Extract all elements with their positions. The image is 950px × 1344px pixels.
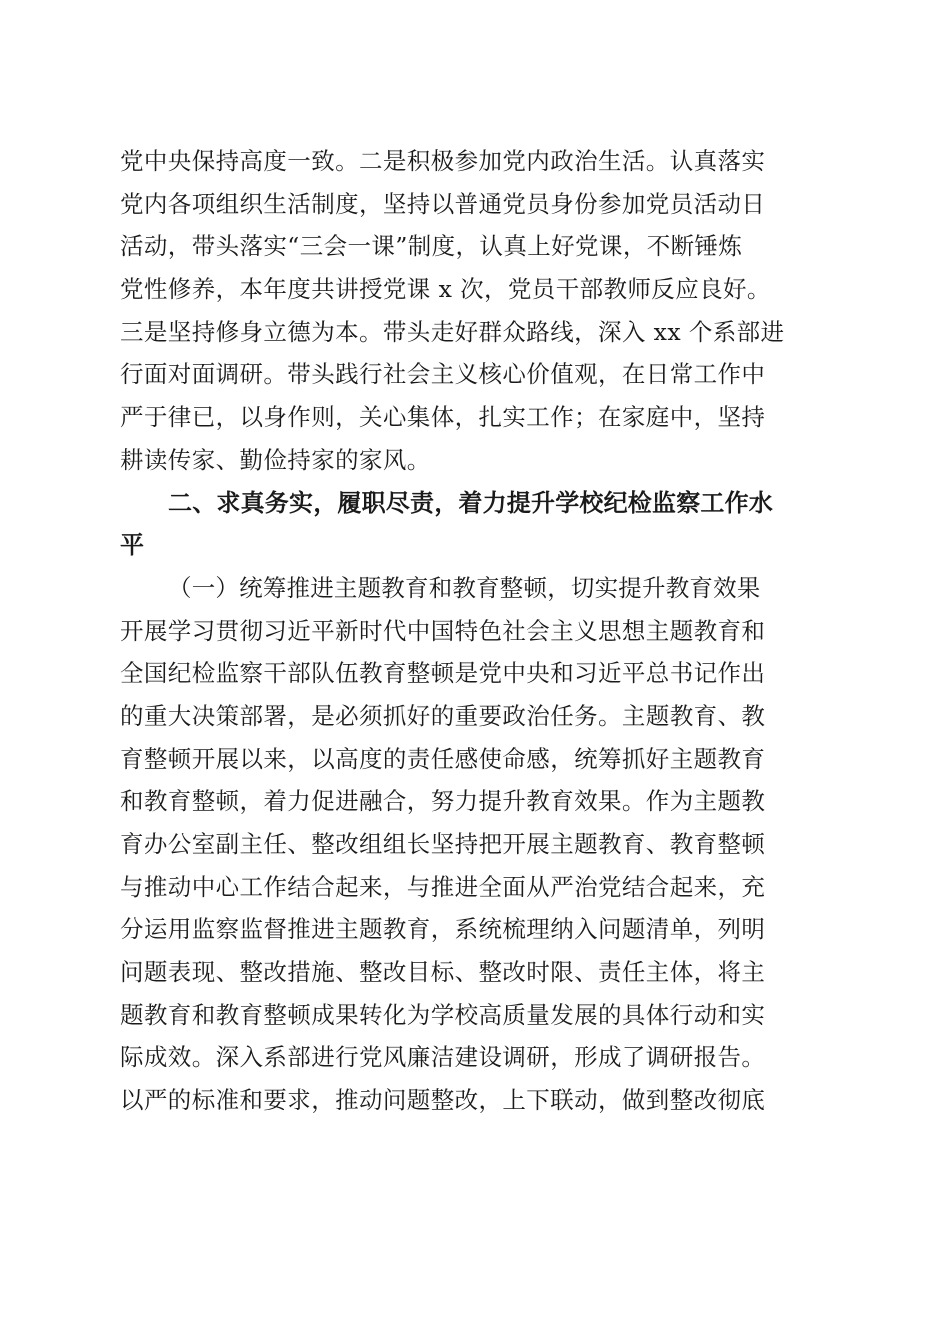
text-line: 党中央保持高度一致。二是积极参加党内政治生活。认真落实 (120, 147, 766, 175)
text-line: 行面对面调研。带头践行社会主义核心价值观，在日常工作中 (120, 360, 766, 389)
text-line: 耕读传家、勤俭持家的家风。 (120, 445, 431, 474)
text-line: 严于律已，以身作则，关心集体，扎实工作；在家庭中，坚持 (120, 403, 766, 432)
paragraph-party-life (120, 140, 832, 482)
text-line: 全国纪检监察干部队伍教育整顿是党中央和习近平总书记作出 (120, 659, 766, 688)
text-line: 党内各项组织生活制度，坚持以普通党员身份参加党员活动日 (120, 189, 766, 218)
text-line: 育办公室副主任、整改组组长坚持把开展主题教育、教育整顿 (120, 830, 766, 858)
section-heading-line: 二、求真务实，履职尽责，着力提升学校纪检监察工作水 (168, 488, 773, 517)
text-line: 三是坚持修身立德为本。带头走好群众路线，深入 xx 个系部进 (120, 317, 785, 346)
document-body (120, 140, 832, 1122)
text-line: 以严的标准和要求，推动问题整改，上下联动，做到整改彻底 (120, 1086, 766, 1115)
section-heading (120, 482, 832, 567)
subsection-heading: （一）统筹推进主题教育和教育整顿，切实提升教育效果 (168, 573, 761, 602)
text-line: 的重大决策部署，是必须抓好的重要政治任务。主题教育、教 (120, 701, 766, 730)
text-line: 和教育整顿，着力促进融合，努力提升教育效果。作为主题教 (120, 787, 766, 816)
text-line: 分运用监察监督推进主题教育，系统梳理纳入问题清单，列明 (120, 915, 766, 944)
text-line: 问题表现、整改措施、整改目标、整改时限、责任主体，将主 (120, 958, 766, 987)
text-line: 开展学习贯彻习近平新时代中国特色社会主义思想主题教育和 (120, 616, 766, 645)
text-line: 题教育和教育整顿成果转化为学校高质量发展的具体行动和实 (120, 1000, 766, 1029)
subsection-education (120, 567, 832, 1122)
text-line: 际成效。深入系部进行党风廉洁建设调研，形成了调研报告。 (120, 1043, 766, 1072)
text-line: 育整顿开展以来，以高度的责任感使命感，统筹抓好主题教育 (120, 744, 766, 773)
text-line: 与推动中心工作结合起来，与推进全面从严治党结合起来，充 (120, 872, 766, 901)
section-heading-line: 平 (120, 531, 145, 560)
text-line: 活动，带头落实“三会一课”制度，认真上好党课，不断锤炼 (120, 232, 743, 261)
text-line: 党性修养，本年度共讲授党课 x 次，党员干部教师反应良好。 (120, 275, 771, 304)
